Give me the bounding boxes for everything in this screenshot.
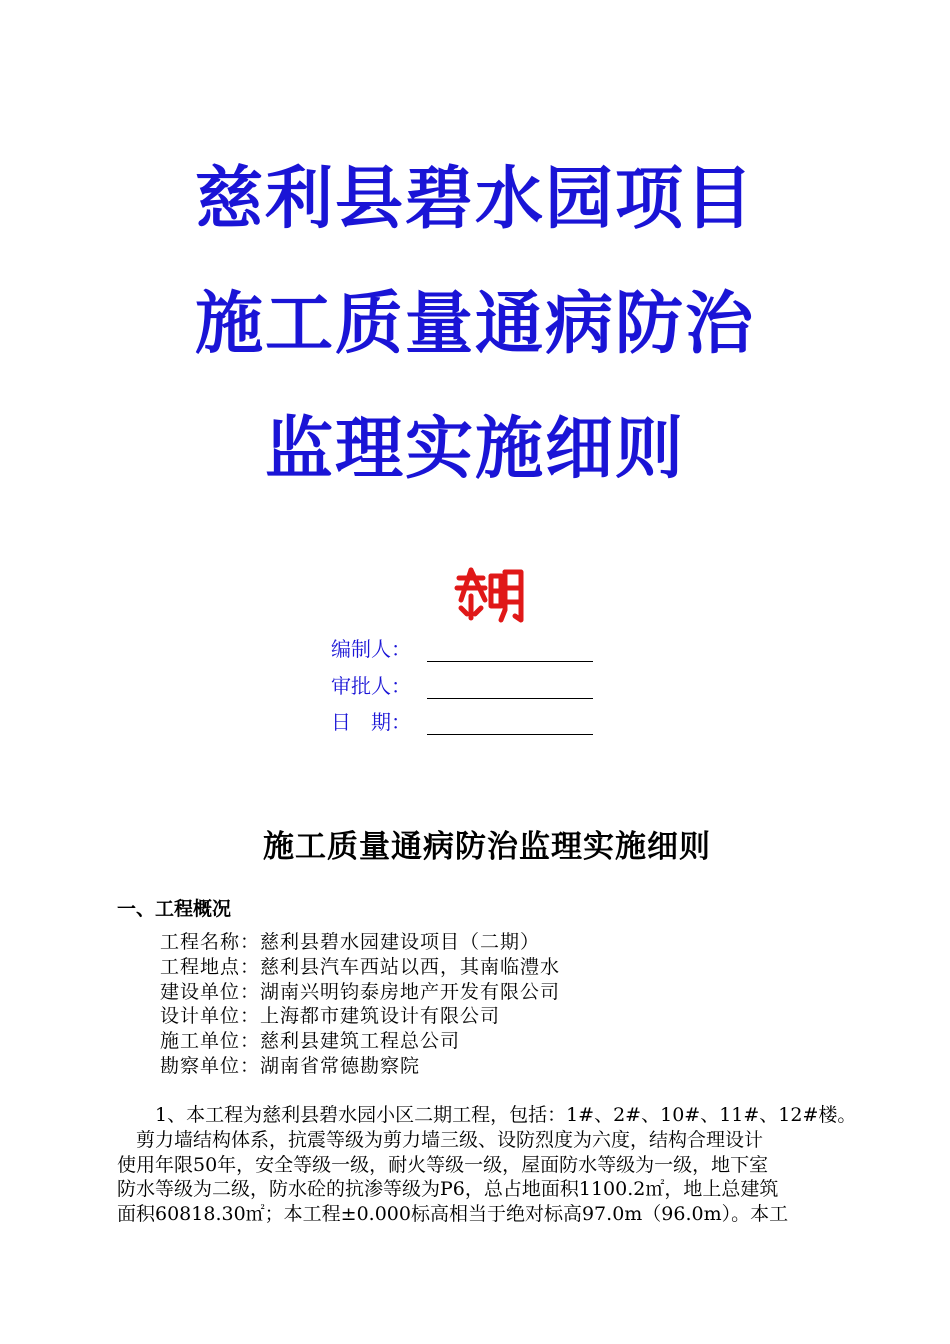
info-project-name: 工程名称：慈利县碧水园建设项目（二期） <box>160 931 541 953</box>
cover-title-line-3: 监理实施细则 <box>264 410 685 489</box>
date-label: 日 期： <box>331 710 411 734</box>
signature-row-compiler <box>331 634 631 664</box>
paragraph-line: 防水等级为二级，防水砼的抗渗等级为P6，总占地面积1100.2㎡，地上总建筑 <box>117 1178 779 1201</box>
info-developer: 建设单位：湖南兴明钧泰房地产开发有限公司 <box>160 980 561 1003</box>
document-title: 施工质量通病防治监理实施细则 <box>263 829 711 865</box>
compiler-label: 编制人： <box>331 637 411 661</box>
info-surveyor: 勘察单位：湖南省常德勘察院 <box>160 1054 421 1077</box>
compiler-signature-line <box>427 661 593 662</box>
approver-signature-line <box>427 698 593 699</box>
approver-label: 审批人： <box>331 674 411 698</box>
signature-row-date <box>331 707 631 737</box>
section-heading: 一、工程概况 <box>117 898 232 920</box>
info-designer: 设计单位：上海都市建筑设计有限公司 <box>160 1005 501 1028</box>
paragraph-line: 使用年限50年，安全等级一级，耐火等级一级，屋面防水等级为一级，地下室 <box>117 1153 769 1176</box>
project-info-list <box>160 930 560 1079</box>
company-logo <box>453 566 525 626</box>
cover-title-line-1: 慈利县碧水园项目 <box>194 160 755 239</box>
paragraph-line: 面积60818.30㎡；本工程±0.000标高相当于绝对标高97.0m（96.0m）。本工 <box>117 1203 789 1226</box>
cover-title-line-2: 施工质量通病防治 <box>194 285 755 364</box>
overview-paragraph <box>117 1103 862 1227</box>
info-project-location: 工程地点：慈利县汽车西站以西，其南临澧水 <box>160 955 561 978</box>
date-signature-line <box>427 734 593 735</box>
info-contractor: 施工单位：慈利县建筑工程总公司 <box>160 1030 461 1053</box>
signature-row-approver <box>331 671 631 701</box>
paragraph-line: 1、本工程为慈利县碧水园小区二期工程，包括：1#、2#、10#、11#、12#楼。 <box>117 1104 857 1126</box>
paragraph-line: 剪力墙结构体系，抗震等级为剪力墙三级、设防烈度为六度，结构合理设计 <box>117 1128 764 1151</box>
